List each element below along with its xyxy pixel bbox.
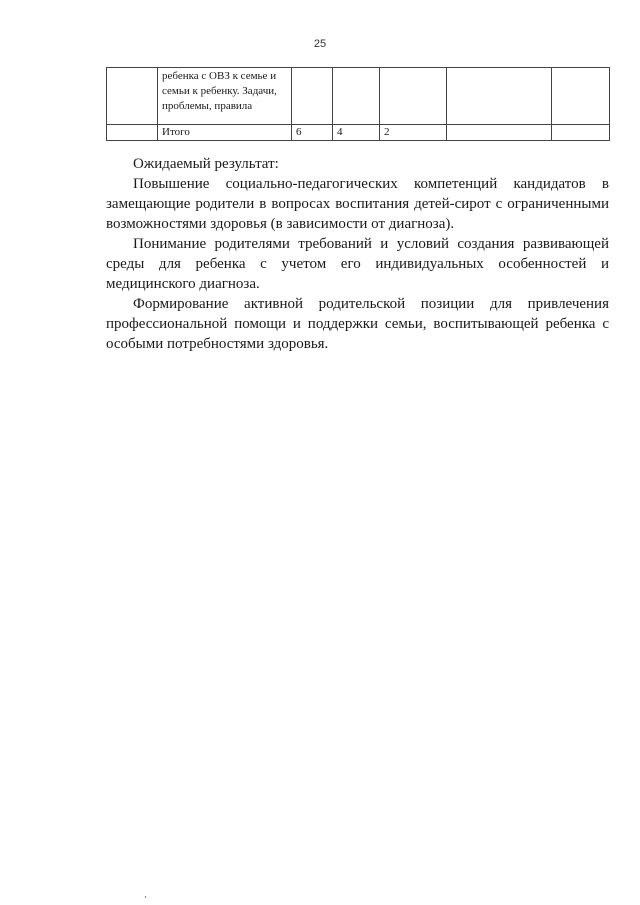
- table-cell: [107, 125, 158, 141]
- program-table: [106, 67, 610, 141]
- scan-mark: [145, 896, 146, 898]
- total-row: [107, 125, 610, 141]
- table-cell: [552, 68, 610, 125]
- total-label: Итого: [158, 125, 292, 141]
- table-cell: [292, 68, 333, 125]
- total-hours-all: 6: [292, 125, 333, 141]
- table-cell: [447, 68, 552, 125]
- total-hours-practice: 2: [380, 125, 447, 141]
- page-number: 25: [313, 38, 327, 50]
- paragraph: Понимание родителями требований и условий создания развивающей среды для ребенка с учетом его индивидуальных особенностей и медицинского диагноза.: [106, 236, 609, 292]
- expected-result-section: [106, 154, 609, 354]
- table-cell: [107, 68, 158, 125]
- topic-cell: ребенка с ОВЗ к семье и семьи к ребенку. Задачи, проблемы, правила: [158, 68, 292, 125]
- table-cell: [447, 125, 552, 141]
- paragraph: Повышение социально-педагогических компетенций кандидатов в замещающие родители в вопросах воспитания детей-сирот с ограниченными возможностями здоровья (в зависимости от диагноза).: [106, 176, 609, 232]
- table-cell: [333, 68, 380, 125]
- table-row: [107, 68, 610, 125]
- paragraph: Формирование активной родительской позиции для привлечения профессиональной помощи и поддержки семьи, воспитывающей ребенка с особыми потребностями здоровья.: [106, 296, 609, 352]
- total-hours-theory: 4: [333, 125, 380, 141]
- section-heading: Ожидаемый результат:: [133, 156, 279, 172]
- table-cell: [552, 125, 610, 141]
- table-cell: [380, 68, 447, 125]
